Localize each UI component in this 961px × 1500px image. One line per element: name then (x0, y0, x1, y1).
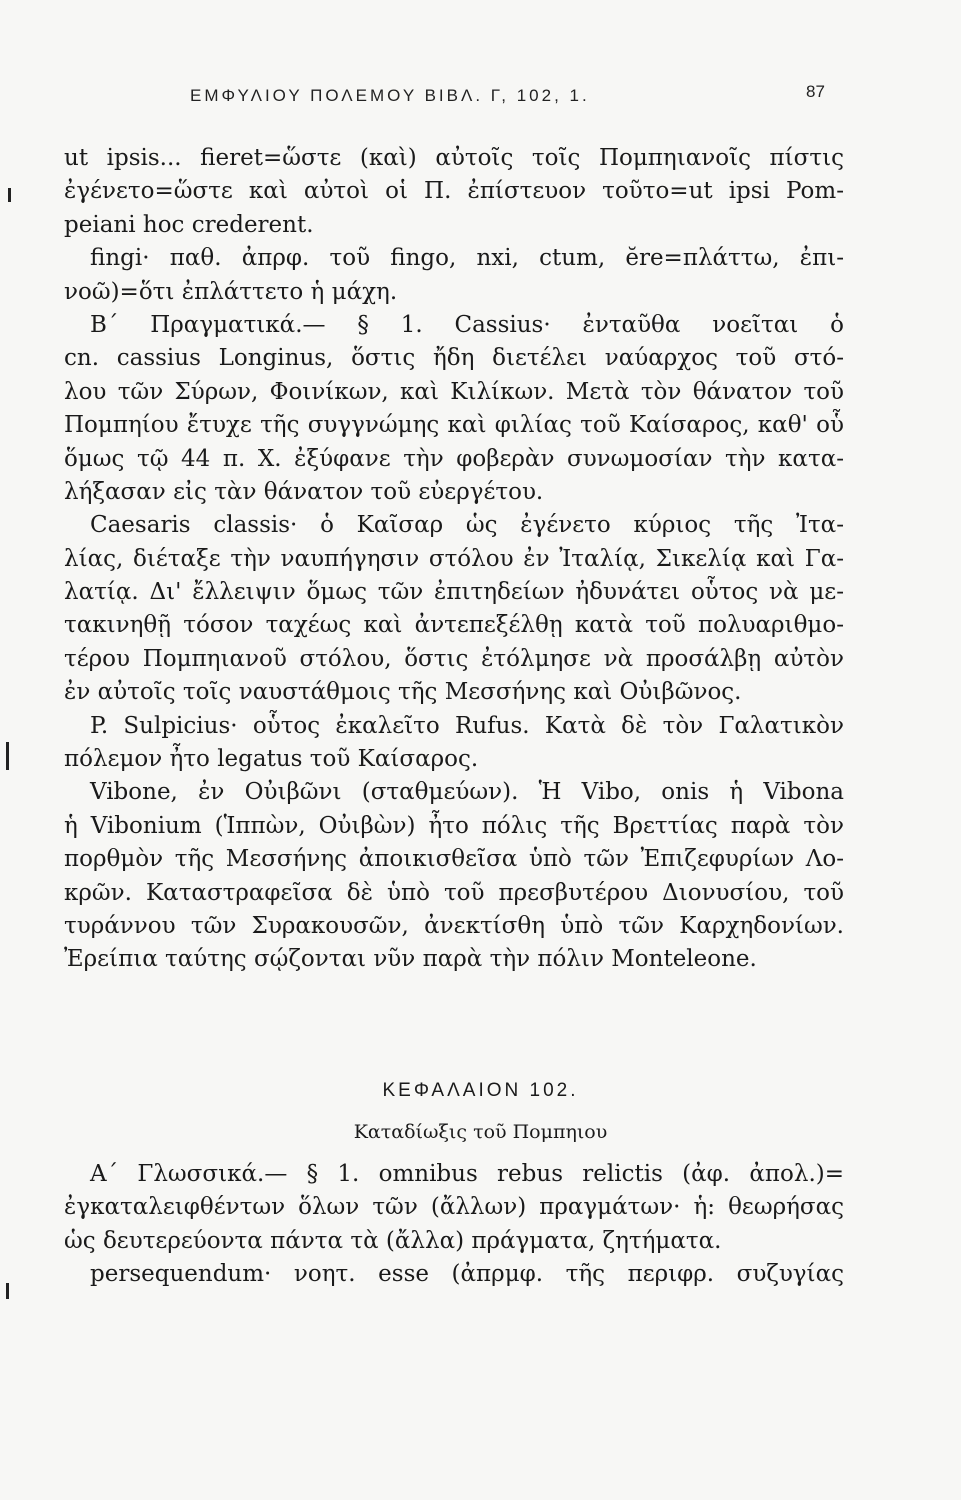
text-line: λατίᾳ. Δι' ἔλλειψιν ὅμως τῶν ἐπιτηδείων ἠδυνάτει οὗτος νὰ με- (64, 579, 844, 606)
text-line: Ἐρείπια ταύτης σῴζονται νῦν παρὰ τὴν πόλιν Monteleone. (64, 946, 757, 973)
text-line: cn. cassius Longinus, ὅστις ἤδη διετέλει ναύαρχος τοῦ στό- (64, 345, 844, 372)
text-line: fingi· παθ. ἀπρφ. τοῦ fingo, nxi, ctum, ĕre=πλάττω, ἐπι- (90, 245, 844, 272)
running-head: ΕΜΦΥΛΙΟΥ ΠΟΛΕΜΟΥ ΒΙΒΛ. Γ, 102, 1. (190, 86, 590, 105)
commentary-section-2 (64, 1158, 844, 1292)
page-number: 87 (806, 82, 825, 101)
text-line: Caesaris classis· ὁ Καῖσαρ ὡς ἐγένετο κύριος τῆς Ἰτα- (90, 512, 844, 539)
text-line: λήξασαν εἰς τὰν θάνατον τοῦ εὐεργέτου. (64, 478, 544, 505)
chapter-subtitle: Καταδίωξις τοῦ Πομπηιου (353, 1121, 608, 1143)
text-line: Πομπηίου ἔτυχε τῆς συγγνώμης καὶ φιλίας τοῦ Καίσαρος, καθ' οὗ (64, 412, 844, 439)
text-line: ἐγένετο=ὥστε καὶ αὐτοὶ οἱ Π. ἐπίστευον τοῦτο=ut ipsi Pom- (64, 178, 844, 205)
text-line: τακινηθῇ τόσον ταχέως καὶ ἀντεπεξέλθῃ κατὰ τοῦ πολυαριθμο- (64, 612, 844, 639)
text-line: P. Sulpicius· οὗτος ἐκαλεῖτο Rufus. Κατὰ δὲ τὸν Γαλατικὸν (90, 712, 844, 739)
text-line: ut ipsis... fieret=ὥστε (καὶ) αὐτοῖς τοῖς Πομπηιανοῖς πίστις (64, 145, 844, 171)
commentary-section-1 (64, 142, 844, 977)
text-line: peiani hoc crederent. (64, 211, 314, 238)
text-line: ἐν αὐτοῖς τοῖς ναυστάθμοις τῆς Μεσσήνης καὶ Οὐιβῶνος. (64, 679, 742, 706)
text-line: τυράννου τῶν Συρακουσῶν, ἀνεκτίσθη ὑπὸ τῶν Καρχηδονίων. (64, 912, 844, 939)
text-line: κρῶν. Καταστραφεῖσα δὲ ὑπὸ τοῦ πρεσβυτέρου Διονυσίου, τοῦ (64, 879, 844, 906)
text-line: Vibone, ἐν Οὐιβῶνι (σταθμεύων). Ἡ Vibo, onis ἡ Vibona (90, 779, 844, 806)
text-line: ἡ Vibonium (Ἱππὼν, Οὐιβὼν) ἦτο πόλις τῆς Βρεττίας παρὰ τὸν (64, 812, 844, 839)
margin-mark (8, 188, 11, 202)
text-line: ὅμως τῷ 44 π. Χ. ἐξύφανε τὴν φοβερὰν συνωμοσίαν τὴν κατα- (64, 445, 844, 472)
text-line: πορθμὸν τῆς Μεσσήνης ἀποικισθεῖσα ὑπὸ τῶν Ἐπιζεφυρίων Λο- (64, 846, 844, 873)
text-line: νοῶ)=ὅτι ἐπλάττετο ἡ μάχη. (64, 278, 398, 305)
text-line: τέρου Πομπηιανοῦ στόλου, ὅστις ἐτόλμησε νὰ προσάλβῃ αὐτὸν (64, 645, 844, 672)
text-line: ὡς δευτερεύοντα πάντα τὰ (ἄλλα) πράγματα, ζητήματα. (64, 1227, 722, 1254)
text-line: persequendum· νοητ. esse (ἀπρμφ. τῆς περιφρ. συζυγίας (90, 1261, 844, 1288)
margin-mark (6, 742, 9, 770)
margin-mark (6, 1283, 9, 1299)
section-heading-pragmatika: Β΄ Πραγματικά.— § 1. Cassius· ἐνταῦθα νοεῖται ὁ (90, 311, 844, 338)
text-line: πόλεμον ἦτο legatus τοῦ Καίσαρος. (64, 746, 479, 773)
section-heading-glossika: Α΄ Γλωσσικά.— § 1. omnibus rebus relictis (ἀφ. ἀπολ.)= (90, 1161, 844, 1187)
chapter-title: ΚΕΦΑΛΑΙΟΝ 102. (382, 1080, 579, 1101)
text-line: ἐγκαταλειφθέντων ὅλων τῶν (ἄλλων) πραγμάτων· ἡ: θεωρήσας (64, 1194, 844, 1221)
text-line: λου τῶν Σύρων, Φοινίκων, καὶ Κιλίκων. Μετὰ τὸν θάνατον τοῦ (64, 378, 844, 405)
text-line: λίας, διέταξε τὴν ναυπήγησιν στόλου ἐν Ἰταλίᾳ, Σικελίᾳ καὶ Γα- (64, 545, 844, 572)
